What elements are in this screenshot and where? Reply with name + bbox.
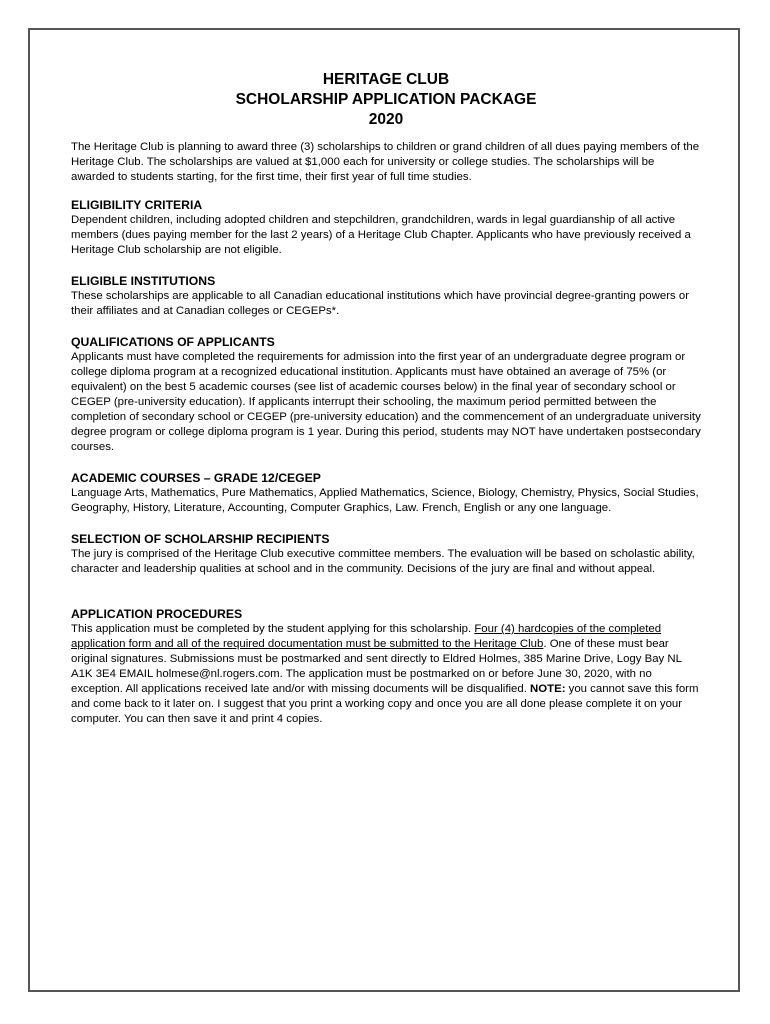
section-heading: ACADEMIC COURSES – GRADE 12/CEGEP bbox=[71, 471, 321, 485]
section-heading: APPLICATION PROCEDURES bbox=[71, 607, 243, 621]
title-block bbox=[71, 70, 701, 130]
section-heading: QUALIFICATIONS OF APPLICANTS bbox=[71, 335, 275, 349]
section-text: The jury is comprised of the Heritage Club executive committee members. The evaluation will be based on scholastic ability, character and leadership qualities at school and in the community. Decisions of the jury are final and without appeal. bbox=[71, 548, 695, 575]
procedures-text-a: This application must be completed by the student applying for this scholarship. bbox=[71, 623, 475, 635]
section-institutions bbox=[71, 274, 701, 319]
section-text: Dependent children, including adopted children and stepchildren, grandchildren, wards in legal guardianship of all active members (dues paying member for the last 2 years) of a Heritage Club Chapter. Applicants who have previously received a Heritage Club scholarship are not eligible. bbox=[71, 214, 691, 256]
section-heading: ELIGIBILITY CRITERIA bbox=[71, 198, 203, 212]
section-selection bbox=[71, 532, 701, 577]
section-procedures bbox=[71, 607, 701, 727]
section-qualifications bbox=[71, 335, 701, 455]
procedures-text-c: you cannot save this form and come back to it later on. I suggest that you print a working copy and once you are all done please complete it on your computer. You can then save it and print 4 copies. bbox=[71, 683, 699, 725]
section-courses bbox=[71, 471, 701, 516]
title-year: 2020 bbox=[368, 111, 404, 128]
section-text bbox=[71, 622, 701, 727]
section-text: Language Arts, Mathematics, Pure Mathematics, Applied Mathematics, Science, Biology, Chemistry, Physics, Social Studies, Geography, History, Literature, Accounting, Computer Graphics, Law. French, English or any one language. bbox=[71, 487, 699, 514]
title-line-1: HERITAGE CLUB bbox=[322, 71, 450, 88]
note-label: NOTE: bbox=[530, 683, 566, 695]
procedures-underlined-text: Four (4) hardcopies of the completed application form and all of the required documentation must be submitted to the Heritage Club bbox=[71, 623, 662, 650]
section-heading: ELIGIBLE INSTITUTIONS bbox=[71, 274, 216, 288]
intro-paragraph: The Heritage Club is planning to award three (3) scholarships to children or grand children of all dues paying members of the Heritage Club. The scholarships are valued at $1,000 each for university or college studies. The scholarships will be awarded to students starting, for the first time, their first year of full time studies. bbox=[71, 141, 700, 183]
section-text: Applicants must have completed the requirements for admission into the first year of an undergraduate degree program or college diploma program at a recognized educational institution. Applicants must have obtained an average of 75% (or equivalent) on the best 5 academic courses (see list of academic courses below) in the final year of secondary school or CEGEP (pre-university education). If applicants interrupt their schooling, the maximum period permitted between the completion of secondary school or CEGEP (pre-university education) and the commencement of an undergraduate university degree program or college diploma program is 1 year. During this period, students may NOT have undertaken postsecondary courses. bbox=[71, 351, 701, 453]
section-heading: SELECTION OF SCHOLARSHIP RECIPIENTS bbox=[71, 532, 330, 546]
section-eligibility bbox=[71, 198, 701, 258]
document-body bbox=[71, 70, 701, 727]
procedures-text-b: . One of these must bear original signatures. Submissions must be postmarked and sent directly to Eldred Holmes, 385 Marine Drive, Logy Bay NL A1K 3E4 EMAIL holmese@nl.rogers.com. The application must be postmarked on or before June 30, 2020, with no exception. All applications received late and/or with missing documents will be disqualified. bbox=[71, 638, 682, 695]
title-line-2: SCHOLARSHIP APPLICATION PACKAGE bbox=[235, 91, 537, 108]
section-text: These scholarships are applicable to all Canadian educational institutions which have provincial degree-granting powers or their affiliates and at Canadian colleges or CEGEPs*. bbox=[71, 290, 689, 317]
